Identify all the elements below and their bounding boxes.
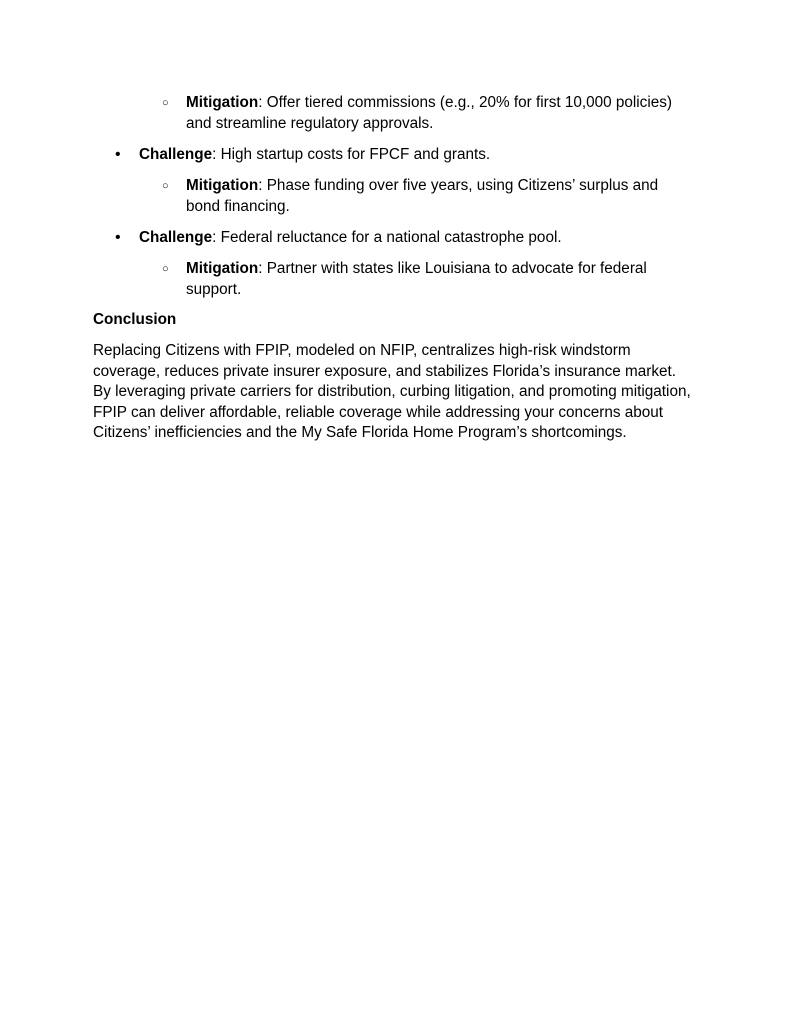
item-label: Mitigation [186,177,259,194]
challenge-item [139,145,699,166]
bullet-icon: • [115,146,121,163]
item-label: Challenge [139,146,213,163]
mitigation-item [186,259,696,300]
mitigation-item [186,176,696,217]
item-label: Mitigation [186,94,259,111]
item-label: Mitigation [186,260,259,277]
hollow-bullet-icon: ○ [162,97,169,109]
item-text: : Federal reluctance for a national catastrophe pool. [212,229,562,246]
mitigation-item [186,93,696,134]
bullet-icon: • [115,229,121,246]
hollow-bullet-icon: ○ [162,263,169,275]
item-text: : High startup costs for FPCF and grants. [212,146,491,163]
item-text: : Offer tiered commissions (e.g., 20% for first 10,000 policies) and streamline regulatory approvals. [186,94,672,132]
item-text: : Partner with states like Louisiana to advocate for federal support. [186,260,647,298]
section-heading: Conclusion [93,311,177,328]
item-label: Challenge [139,229,213,246]
item-text: : Phase funding over five years, using Citizens’ surplus and bond financing. [186,177,659,215]
challenge-item [139,228,699,249]
hollow-bullet-icon: ○ [162,180,169,192]
conclusion-paragraph: Replacing Citizens with FPIP, modeled on NFIP, centralizes high-risk windstorm coverage, reduces private insurer exposure, and stabilizes Florida’s insurance market. By leveraging private carriers for distribution, curbing litigation, and promoting mitigation, FPIP can deliver affordable, reliable coverage while addressing your concerns about Citizens’ inefficiencies and the My Safe Florida Home Program’s shortcomings. [93,342,691,442]
